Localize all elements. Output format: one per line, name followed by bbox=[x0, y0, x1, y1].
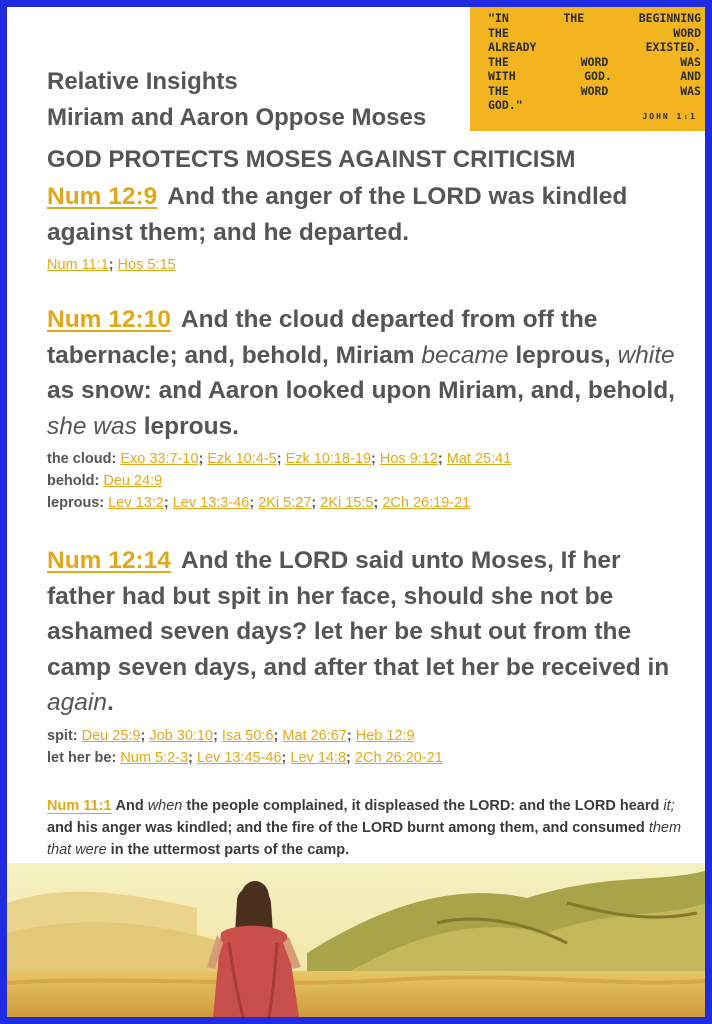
related-verse-note bbox=[47, 795, 697, 861]
quote-text bbox=[488, 11, 701, 113]
cross-reference-link[interactable]: Exo 33:7-10 bbox=[120, 451, 199, 467]
cross-reference-link[interactable]: Num 5:2-3 bbox=[120, 749, 189, 766]
verse-text-segment: . bbox=[106, 689, 114, 716]
quote-word: THE bbox=[488, 25, 509, 40]
verse-text-segment: leprous. bbox=[136, 412, 239, 440]
quote-line bbox=[488, 40, 701, 55]
cross-reference-link[interactable]: Heb 12:9 bbox=[355, 727, 415, 744]
verse-text-segment: in the uttermost parts of the camp. bbox=[106, 842, 350, 858]
quote-word: EXISTED. bbox=[645, 40, 701, 54]
quote-word: BEGINNING bbox=[638, 11, 701, 25]
verse-text-segment: And bbox=[115, 798, 148, 814]
cross-reference-link[interactable]: Hos 9:12 bbox=[379, 451, 438, 467]
verse-text bbox=[47, 543, 687, 721]
cross-reference-link[interactable]: Lev 14:8 bbox=[290, 749, 347, 766]
quote-reference: JOHN 1:1 bbox=[642, 112, 697, 121]
page bbox=[7, 7, 705, 1017]
cross-reference-label: behold: bbox=[47, 473, 100, 489]
section-heading: GOD PROTECTS MOSES AGAINST CRITICISM bbox=[47, 146, 576, 173]
cross-reference-label: leprous: bbox=[47, 495, 105, 511]
quote-line bbox=[488, 11, 701, 26]
cross-reference-row bbox=[47, 470, 687, 492]
cross-reference-link[interactable]: Lev 13:3-46 bbox=[172, 495, 250, 511]
italic-text: white bbox=[617, 341, 675, 369]
verse-block-num-12-10 bbox=[47, 302, 687, 514]
cross-reference-link[interactable]: 2Ch 26:19-21 bbox=[382, 495, 471, 511]
italic-text: when bbox=[147, 798, 183, 814]
verse-text bbox=[47, 302, 687, 444]
italic-text: them that were bbox=[47, 820, 682, 858]
verse-text-segment: And the cloud departed from off the tabernacle; and, behold, Miriam bbox=[47, 306, 598, 369]
cross-reference-link[interactable]: Hos 5:15 bbox=[117, 257, 176, 273]
verse-text-segment: as snow: and Aaron looked upon Miriam, and, behold, bbox=[47, 377, 675, 404]
cross-reference-link[interactable]: Deu 24:9 bbox=[103, 473, 163, 489]
cross-reference-link[interactable]: Mat 25:41 bbox=[446, 451, 512, 467]
verse-block-num-12-9 bbox=[47, 179, 687, 276]
quote-line bbox=[488, 69, 701, 84]
verse-reference-link[interactable]: Num 12:9 bbox=[47, 183, 158, 210]
verse-reference-link[interactable]: Num 12:14 bbox=[47, 547, 171, 574]
note-text bbox=[47, 795, 697, 861]
cross-reference-link[interactable]: Job 30:10 bbox=[149, 727, 214, 744]
quote-line bbox=[488, 84, 701, 99]
cross-references bbox=[47, 725, 687, 769]
cross-reference-row: Num 11:1; Hos 5:15 bbox=[47, 257, 176, 273]
cross-reference-link[interactable]: 2Ki 5:27 bbox=[258, 495, 312, 511]
quote-word: AND bbox=[680, 69, 701, 83]
cross-reference-link[interactable]: Lev 13:45-46 bbox=[196, 749, 282, 766]
cross-reference-row: leprous: Lev 13:2; Lev 13:3-46; 2Ki 5:27; 2Ki 15:5; 2Ch 26:19-21 bbox=[47, 495, 471, 511]
section-subtitle: Miriam and Aaron Oppose Moses bbox=[47, 104, 427, 131]
cross-reference-label: let her be: bbox=[47, 749, 117, 766]
cross-reference-link[interactable]: Ezk 10:18-19 bbox=[285, 451, 372, 467]
cross-reference-row: spit: Deu 25:9; Job 30:10; Isa 50:6; Mat 26:67; Heb 12:9 bbox=[47, 727, 415, 744]
cross-reference-link[interactable]: Deu 25:9 bbox=[81, 727, 141, 744]
italic-text: again bbox=[47, 689, 107, 716]
cross-reference-label: the cloud: bbox=[47, 451, 117, 467]
verse-text bbox=[47, 179, 687, 250]
verse-block-num-12-14 bbox=[47, 543, 687, 769]
cross-reference-row: the cloud: Exo 33:7-10; Ezk 10:4-5; Ezk 10:18-19; Hos 9:12; Mat 25:41 bbox=[47, 451, 512, 467]
quote-word: WORD bbox=[580, 83, 609, 98]
quote-word: THE bbox=[488, 83, 509, 98]
cross-references bbox=[47, 254, 687, 276]
verse-text-segment: And the anger of the LORD was kindled against them; and he departed. bbox=[47, 183, 628, 246]
cross-reference-link[interactable]: Lev 13:2 bbox=[108, 495, 164, 511]
italic-text: became bbox=[421, 341, 509, 369]
italic-text: she was bbox=[47, 412, 137, 440]
quote-word: THE bbox=[488, 54, 509, 69]
cross-reference-link[interactable]: Mat 26:67 bbox=[282, 727, 347, 744]
quote-word: WAS bbox=[680, 54, 701, 69]
miriam-desert-illustration bbox=[7, 863, 705, 1017]
cross-references bbox=[47, 448, 687, 514]
quote-word: THE bbox=[563, 11, 585, 25]
quote-word: WITH bbox=[488, 69, 516, 83]
verse-reference-link[interactable]: Num 12:10 bbox=[47, 306, 171, 333]
note-reference-link[interactable]: Num 11:1 bbox=[47, 798, 112, 814]
page-title: Relative Insights bbox=[47, 68, 238, 95]
quote-word: WORD bbox=[673, 25, 701, 40]
verse-text-segment: and his anger was kindled; and the fire of the LORD burnt among them, and consumed bbox=[47, 820, 649, 836]
quote-word: GOD. bbox=[584, 69, 612, 83]
quote-word: WORD bbox=[580, 54, 609, 69]
cross-reference-label: spit: bbox=[47, 727, 78, 744]
quote-line bbox=[488, 55, 701, 70]
quote-word: "IN bbox=[488, 11, 509, 25]
cross-reference-link[interactable]: Num 11:1 bbox=[47, 257, 109, 273]
quote-word: GOD." bbox=[488, 98, 523, 112]
quote-word: WAS bbox=[680, 83, 701, 98]
verse-text-segment: leprous, bbox=[508, 341, 618, 369]
cross-reference-link[interactable]: 2Ki 15:5 bbox=[320, 495, 374, 511]
cross-reference-link[interactable]: Isa 50:6 bbox=[221, 727, 274, 744]
verse-text-segment: And the LORD said unto Moses, If her father had but spit in her face, should she not be ashamed seven days? let her be shut out from the camp seven days, and after that let her be received in bbox=[47, 547, 670, 681]
cross-reference-link[interactable]: Ezk 10:4-5 bbox=[207, 451, 277, 467]
italic-text: it; bbox=[663, 798, 675, 814]
verse-text-segment: the people complained, it displeased the LORD: and the LORD heard bbox=[182, 798, 664, 814]
quote-word: ALREADY bbox=[488, 40, 537, 54]
cross-reference-link[interactable]: 2Ch 26:20-21 bbox=[354, 749, 443, 766]
quote-line bbox=[488, 26, 701, 41]
cross-reference-row: let her be: Num 5:2-3; Lev 13:45-46; Lev 14:8; 2Ch 26:20-21 bbox=[47, 749, 443, 766]
john-quote-box bbox=[470, 7, 705, 131]
